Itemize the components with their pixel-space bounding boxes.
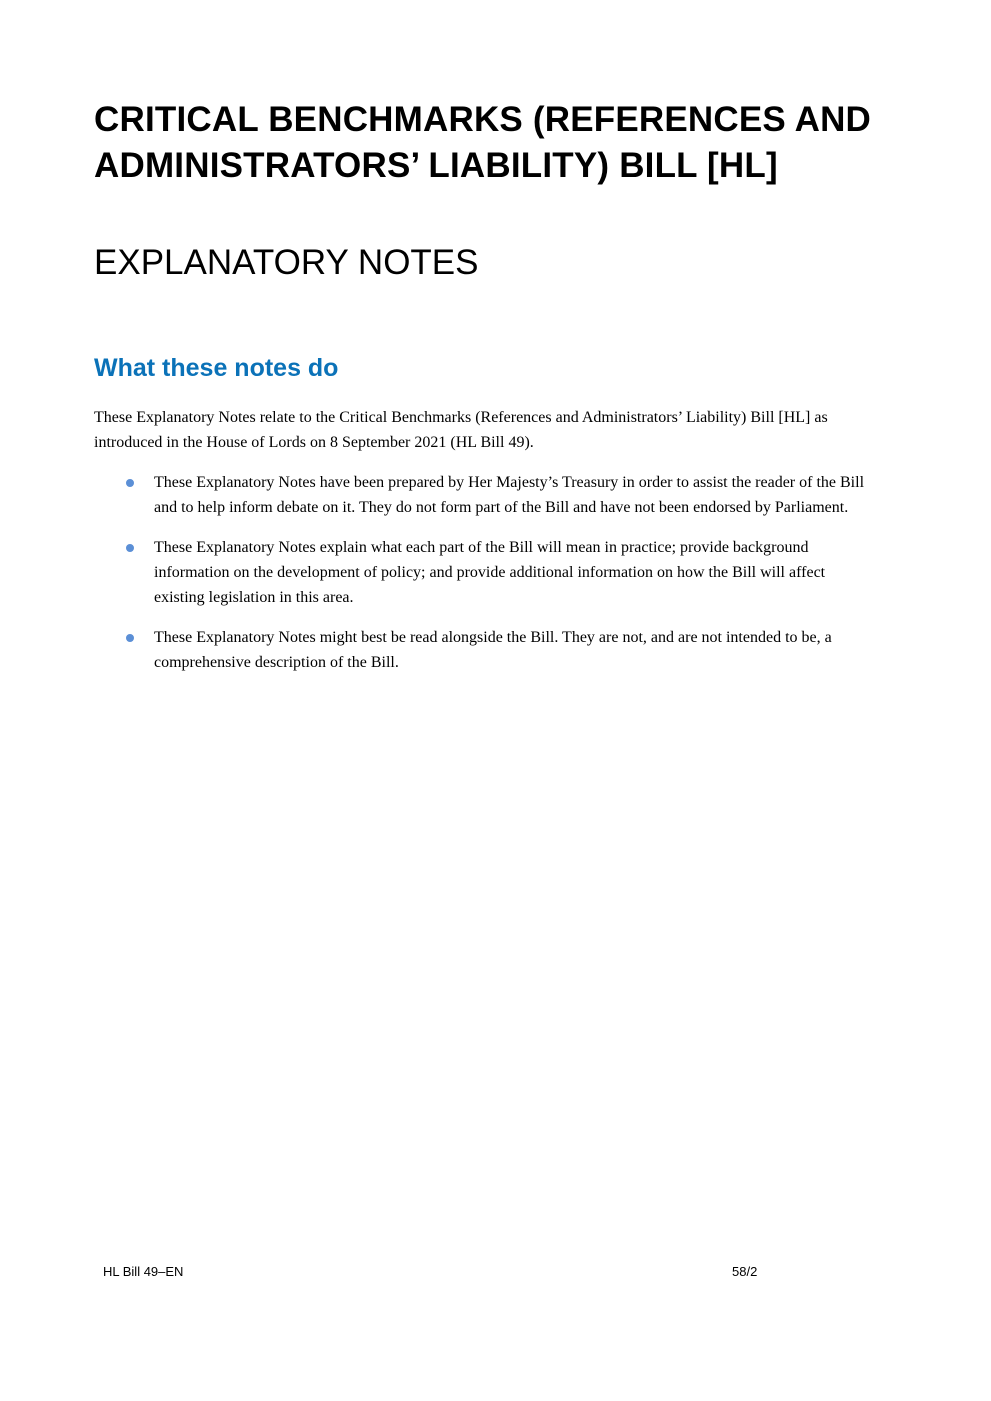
document-subtitle: EXPLANATORY NOTES bbox=[94, 243, 479, 282]
bullet-dot-icon bbox=[126, 479, 134, 487]
bullet-item bbox=[124, 535, 864, 610]
bullet-dot-icon bbox=[126, 634, 134, 642]
bullet-item bbox=[124, 625, 864, 675]
bullet-dot-icon bbox=[126, 544, 134, 552]
bullet-list bbox=[124, 470, 864, 690]
bullet-text: These Explanatory Notes have been prepared by Her Majesty’s Treasury in order to assist the reader of the Bill and to help inform debate on it. They do not form part of the Bill and have not been endorsed by Parliament. bbox=[154, 474, 865, 516]
footer-bill-reference: HL Bill 49–EN bbox=[103, 1264, 184, 1279]
bullet-item bbox=[124, 470, 864, 520]
footer-print-number: 58/2 bbox=[732, 1264, 758, 1279]
bullet-text: These Explanatory Notes might best be read alongside the Bill. They are not, and are not intended to be, a comprehensive description of the Bill. bbox=[154, 629, 832, 671]
intro-paragraph: These Explanatory Notes relate to the Critical Benchmarks (References and Administrators’ Liability) Bill [HL] as introduced in the House of Lords on 8 September 2021 (HL Bill 49). bbox=[94, 409, 828, 451]
bullet-text: These Explanatory Notes explain what each part of the Bill will mean in practice; provide background information on the development of policy; and provide additional information on how the Bill will affect existing legislation in this area. bbox=[154, 539, 826, 606]
document-title: CRITICAL BENCHMARKS (REFERENCES AND ADMINISTRATORS’ LIABILITY) BILL [HL] bbox=[94, 100, 872, 185]
section-heading: What these notes do bbox=[94, 354, 339, 382]
